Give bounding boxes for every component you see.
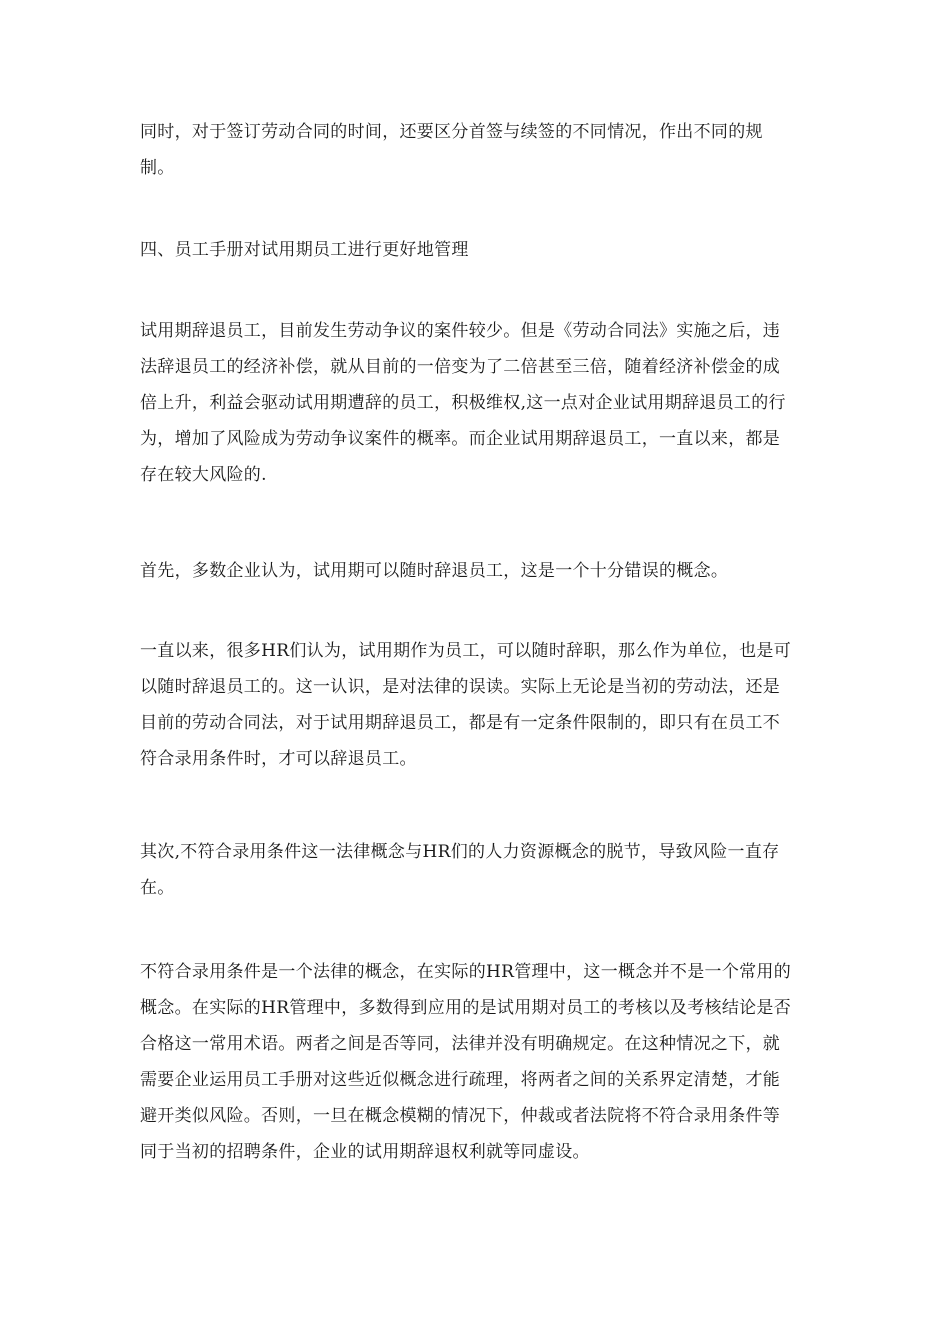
text-line: 符合录用条件时，才可以辞退员工。 [140, 749, 417, 769]
text-line: 以随时辞退员工的。这一认识，是对法律的误读。实际上无论是当初的劳动法，还是 [140, 677, 781, 697]
text-line: 需要企业运用员工手册对这些近似概念进行疏理，将两者之间的关系界定清楚，才能 [140, 1070, 781, 1090]
text-line: 目前的劳动合同法，对于试用期辞退员工，都是有一定条件限制的，即只有在员工不 [140, 713, 781, 733]
text-line: 合格这一常用术语。两者之间是否等同，法律并没有明确规定。在这种情况之下，就 [140, 1034, 781, 1054]
paragraph-second-point [140, 834, 830, 906]
section-heading [140, 232, 830, 268]
paragraph-hr-misreading [140, 633, 830, 777]
text-line: 概念。在实际的HR管理中，多数得到应用的是试用期对员工的考核以及考核结论是否 [140, 998, 792, 1018]
text-line: 为，增加了风险成为劳动争议案件的概率。而企业试用期辞退员工，一直以来，都是 [140, 429, 781, 449]
text-line: 倍上升，利益会驱动试用期遭辞的员工，积极维权,这一点对企业试用期辞退员工的行 [140, 393, 786, 413]
text-line: 试用期辞退员工，目前发生劳动争议的案件较少。但是《劳动合同法》实施之后，违 [140, 321, 781, 341]
paragraph-legal-concept [140, 954, 830, 1170]
text-line: 制。 [140, 158, 175, 178]
text-line: 一直以来，很多HR们认为，试用期作为员工，可以随时辞职，那么作为单位，也是可 [140, 641, 792, 661]
paragraph-signing-time [140, 114, 830, 186]
text-line: 同于当初的招聘条件，企业的试用期辞退权利就等同虚设。 [140, 1142, 590, 1162]
text-line: 不符合录用条件是一个法律的概念，在实际的HR管理中，这一概念并不是一个常用的 [140, 962, 792, 982]
text-line: 首先，多数企业认为，试用期可以随时辞退员工，这是一个十分错误的概念。 [140, 561, 729, 581]
paragraph-first-point [140, 553, 830, 589]
text-line: 避开类似风险。否则，一旦在概念模糊的情况下，仲裁或者法院将不符合录用条件等 [140, 1106, 781, 1126]
text-line: 四、员工手册对试用期员工进行更好地管理 [140, 240, 469, 260]
text-line: 在。 [140, 878, 175, 898]
text-line: 法辞退员工的经济补偿，就从目前的一倍变为了二倍甚至三倍，随着经济补偿金的成 [140, 357, 781, 377]
paragraph-probation-risk [140, 313, 830, 493]
text-line: 其次,不符合录用条件这一法律概念与HR们的人力资源概念的脱节，导致风险一直存 [140, 842, 780, 862]
text-line: 存在较大风险的. [140, 465, 267, 485]
text-line: 同时，对于签订劳动合同的时间，还要区分首签与续签的不同情况，作出不同的规 [140, 122, 763, 142]
